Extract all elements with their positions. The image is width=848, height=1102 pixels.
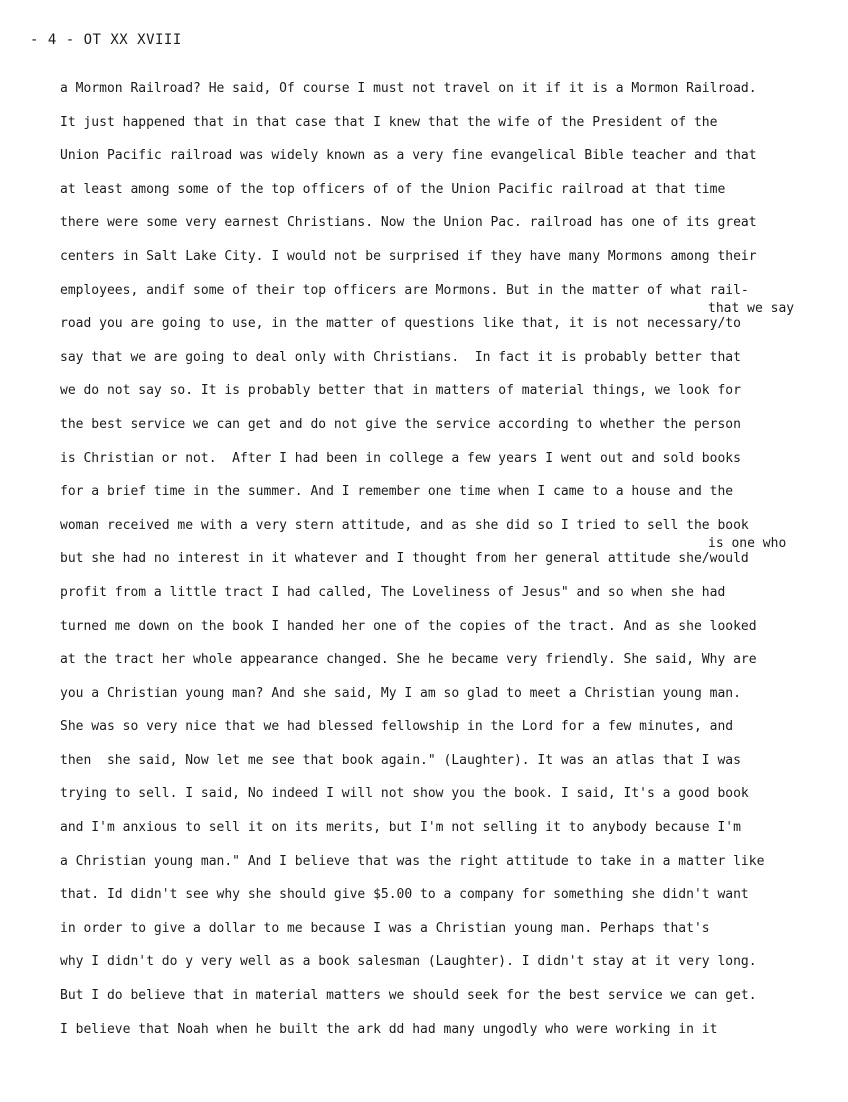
text-line: but she had no interest in it whatever and I thought from her general attitude she/would is one who <box>60 536 787 567</box>
document-body <box>60 80 830 1054</box>
text-line: and I'm anxious to sell it on its merits, but I'm not selling it to anybody because I'm <box>60 820 741 836</box>
text-line: I believe that Noah when he built the ark dd had many ungodly who were working in it <box>60 1021 718 1037</box>
text-line: at the tract her whole appearance changed. She he became very friendly. She said, Why are <box>60 652 757 668</box>
text-line: profit from a little tract I had called, The Loveliness of Jesus" and so when she had <box>60 584 726 600</box>
text-line: then she said, Now let me see that book again." (Laughter). It was an atlas that I was <box>60 752 741 768</box>
text-line: woman received me with a very stern attitude, and as she did so I tried to sell the book <box>60 517 749 533</box>
text-line: why I didn't do y very well as a book salesman (Laughter). I didn't stay at it very long. <box>60 954 757 970</box>
text-line: road you are going to use, in the matter of questions like that, it is not necessary/to that we say <box>60 301 795 332</box>
text-line: in order to give a dollar to me because I was a Christian young man. Perhaps that's <box>60 920 710 936</box>
text-line: But I do believe that in material matters we should seek for the best service we can get. <box>60 988 757 1004</box>
text-line: is Christian or not. After I had been in college a few years I went out and sold books <box>60 450 741 466</box>
text-line: a Christian young man." And I believe that was the right attitude to take in a matter like <box>60 853 765 869</box>
text-line: She was so very nice that we had blessed fellowship in the Lord for a few minutes, and <box>60 719 734 735</box>
text-line: employees, andif some of their top officers are Mormons. But in the matter of what rail- <box>60 282 749 298</box>
text-line: centers in Salt Lake City. I would not be surprised if they have many Mormons among their <box>60 248 757 264</box>
text-line: there were some very earnest Christians. Now the Union Pac. railroad has one of its great <box>60 215 757 231</box>
text-line: say that we are going to deal only with Christians. In fact it is probably better that <box>60 349 741 365</box>
text-line: Union Pacific railroad was widely known as a very fine evangelical Bible teacher and that <box>60 148 757 164</box>
interlinear-insertion: is one who <box>708 536 787 552</box>
text-line: for a brief time in the summer. And I remember one time when I came to a house and the <box>60 484 734 500</box>
interlinear-insertion: that we say <box>708 301 795 317</box>
page-header: - 4 - OT XX XVIII <box>30 32 182 48</box>
text-line: turned me down on the book I handed her one of the copies of the tract. And as she looked <box>60 618 757 634</box>
text-line: It just happened that in that case that I knew that the wife of the President of the <box>60 114 718 130</box>
text-line: at least among some of the top officers of of the Union Pacific railroad at that time <box>60 181 726 197</box>
text-line: a Mormon Railroad? He said, Of course I must not travel on it if it is a Mormon Railroad. <box>60 81 757 96</box>
text-line: you a Christian young man? And she said, My I am so glad to meet a Christian young man. <box>60 685 741 701</box>
text-line: we do not say so. It is probably better that in matters of material things, we look for <box>60 383 741 399</box>
text-line: that. Id didn't see why she should give $5.00 to a company for something she didn't want <box>60 887 749 903</box>
text-line: trying to sell. I said, No indeed I will not show you the book. I said, It's a good book <box>60 786 749 802</box>
text-line: the best service we can get and do not give the service according to whether the person <box>60 416 741 432</box>
